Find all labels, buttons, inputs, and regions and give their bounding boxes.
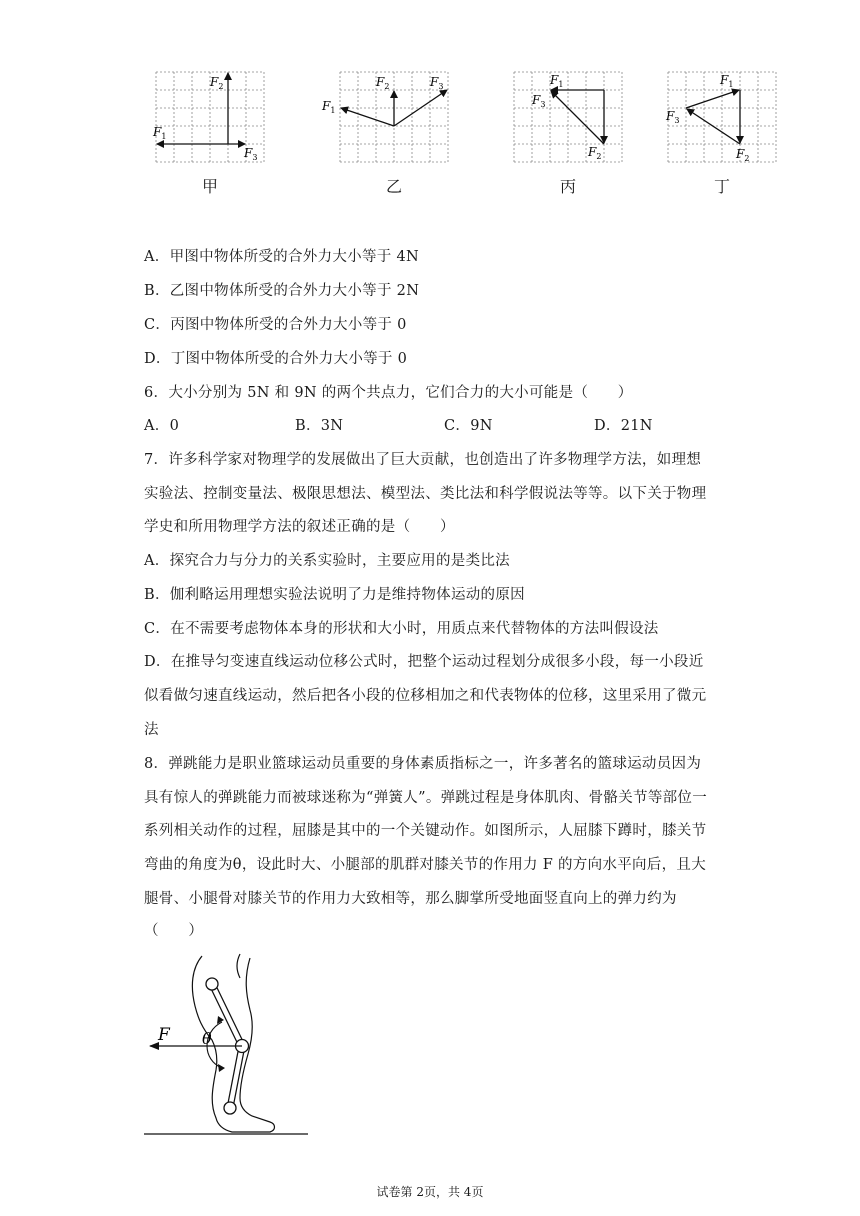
figure-caption-ding: 丁 [713,177,730,196]
q7-option-c: C．在不需要考虑物体本身的形状和大小时，用质点来代替物体的方法叫假设法 [144,621,659,637]
figure-yi [322,70,454,170]
svg-text:F1: $F_1$ [153,125,167,141]
q8-stem-line-6: （ ） [144,923,204,939]
figure-caption-bing: 丙 [559,177,576,196]
q7-option-a: A．探究合力与分力的关系实验时，主要应用的是类比法 [144,553,510,569]
svg-text:F3: $F_3$ [244,146,258,162]
svg-text:F2: $F_2$ [210,75,224,91]
q8-stem-line-4: 弯曲的角度为θ，设此时大、小腿部的肌群对膝关节的作用力 F 的方向水平向后，且大 [144,857,707,873]
q7-option-d-line-2: 似看做匀速直线运动，然后把各小段的位移相加之和代表物体的位移，这里采用了微元 [144,688,707,704]
q8-stem-line-2: 具有惊人的弹跳能力而被球迷称为“弹簧人”。弹跳过程是身体肌肉、骨骼关节等部位一 [144,790,708,806]
q7-stem-line-1: 7．许多科学家对物理学的发展做出了巨大贡献，也创造出了许多物理学方法，如理想 [144,452,702,468]
svg-text:F1: $F_1$ [322,99,336,115]
q6-option-c: C．9N [444,418,493,434]
q8-stem-line-1: 8．弹跳能力是职业篮球运动员重要的身体素质指标之一，许多著名的篮球运动员因为 [144,756,702,772]
q7-option-b: B．伽利略运用理想实验法说明了力是维持物体运动的原因 [144,587,525,603]
q6-option-d: D．21N [594,418,653,434]
q7-option-d-line-3: 法 [144,722,159,738]
svg-text:F1: $F_1$ [720,73,734,89]
q7-stem-line-2: 实验法、控制变量法、极限思想法、模型法、类比法和科学假说法等等。以下关于物理 [144,486,707,502]
svg-text:F2: $F_2$ [736,147,750,163]
svg-text:F: F [158,1025,170,1045]
q7-option-d-line-1: D．在推导匀变速直线运动位移公式时，把整个运动过程划分成很多小段，每一小段近 [144,654,704,670]
q7-stem-line-3: 学史和所用物理学方法的叙述正确的是（ ） [144,519,455,535]
q6-stem: 6．大小分别为 5N 和 9N 的两个共点力，它们合力的大小可能是（ ） [144,385,633,401]
page-footer: 试卷第 2页，共 4页 [376,1185,484,1199]
q8-stem-line-3: 系列相关动作的过程，屈膝是其中的一个关键动作。如图所示，人屈膝下蹲时，膝关节 [144,823,707,839]
figure-ding [662,70,782,170]
q5-option-d: D．丁图中物体所受的合外力大小等于 0 [144,351,408,367]
q5-option-b: B．乙图中物体所受的合外力大小等于 2N [144,283,420,299]
figure-bing [508,70,628,170]
q6-option-b: B．3N [295,418,344,434]
svg-text:F3: $F_3$ [666,109,680,125]
svg-text:θ: θ [202,1029,212,1048]
figure-caption-jia: 甲 [201,177,218,196]
q5-option-c: C．丙图中物体所受的合外力大小等于 0 [144,317,407,333]
figure-jia [150,70,270,170]
figure-caption-yi: 乙 [385,177,402,196]
q8-stem-line-5: 腿骨、小腿骨对膝关节的作用力大致相等，那么脚掌所受地面竖直向上的弹力约为 [144,891,677,907]
q6-option-a: A．0 [144,418,180,434]
svg-text:F2: $F_2$ [376,75,390,91]
svg-text:F3: $F_3$ [532,93,546,109]
svg-text:F3: $F_3$ [430,75,444,91]
knee-figure [140,948,315,1138]
svg-text:F2: $F_2$ [588,145,602,161]
svg-text:F1: $F_1$ [550,73,564,89]
q5-option-a: A．甲图中物体所受的合外力大小等于 4N [144,249,419,265]
